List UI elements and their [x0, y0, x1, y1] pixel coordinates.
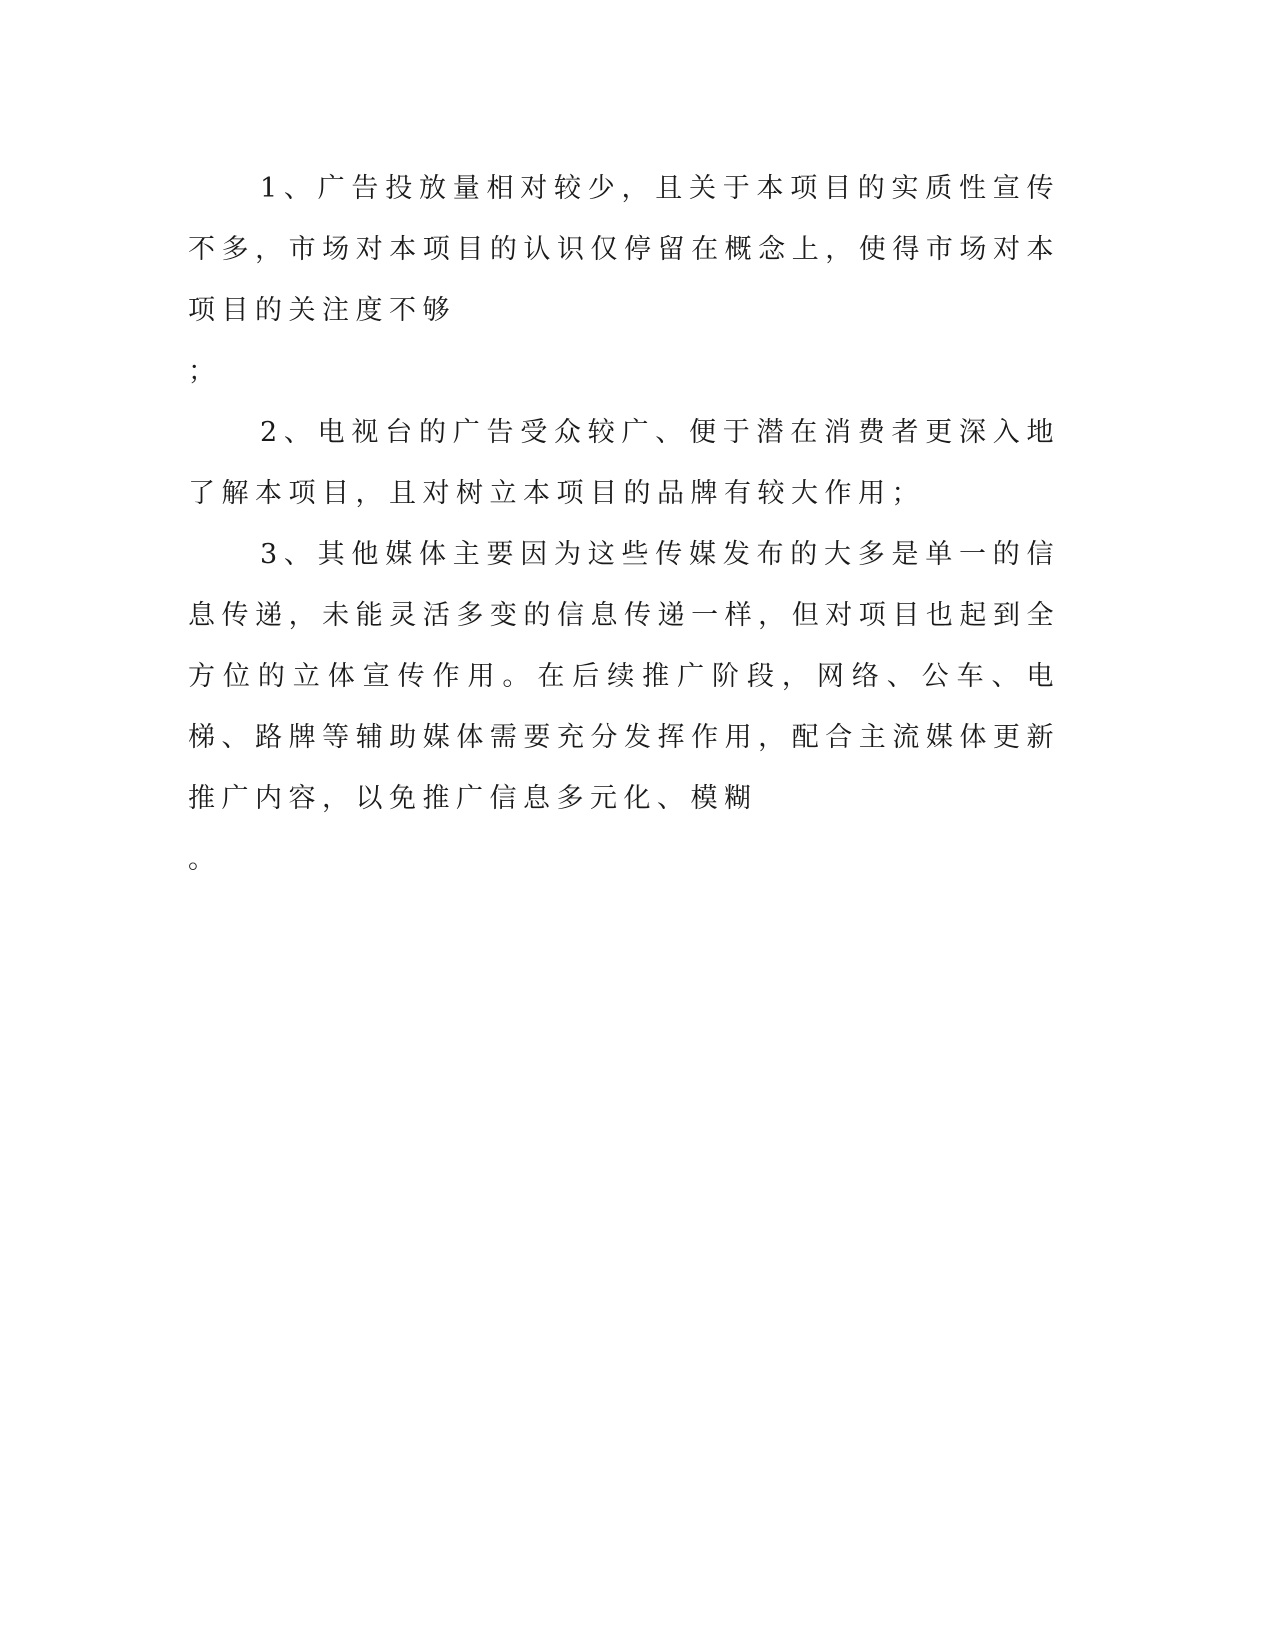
- paragraph-1: 1、广告投放量相对较少，且关于本项目的实质性宣传不多，市场对本项目的认识仅停留在概念上，使得市场对本项目的关注度不够 ；: [188, 173, 1060, 387]
- paragraph-3: 3、其他媒体主要因为这些传媒发布的大多是单一的信息传递，未能灵活多变的信息传递一样，但对项目也起到全方位的立体宣传作用。在后续推广阶段，网络、公车、电梯、路牌等辅助媒体需要充分发挥作用，配合主流媒体更新推广内容，以免推广信息多元化、模糊 。: [188, 539, 1060, 875]
- document-body: [188, 158, 1060, 890]
- paragraph-2: 2、电视台的广告受众较广、便于潜在消费者更深入地了解本项目，且对树立本项目的品牌有较大作用；: [188, 417, 1060, 509]
